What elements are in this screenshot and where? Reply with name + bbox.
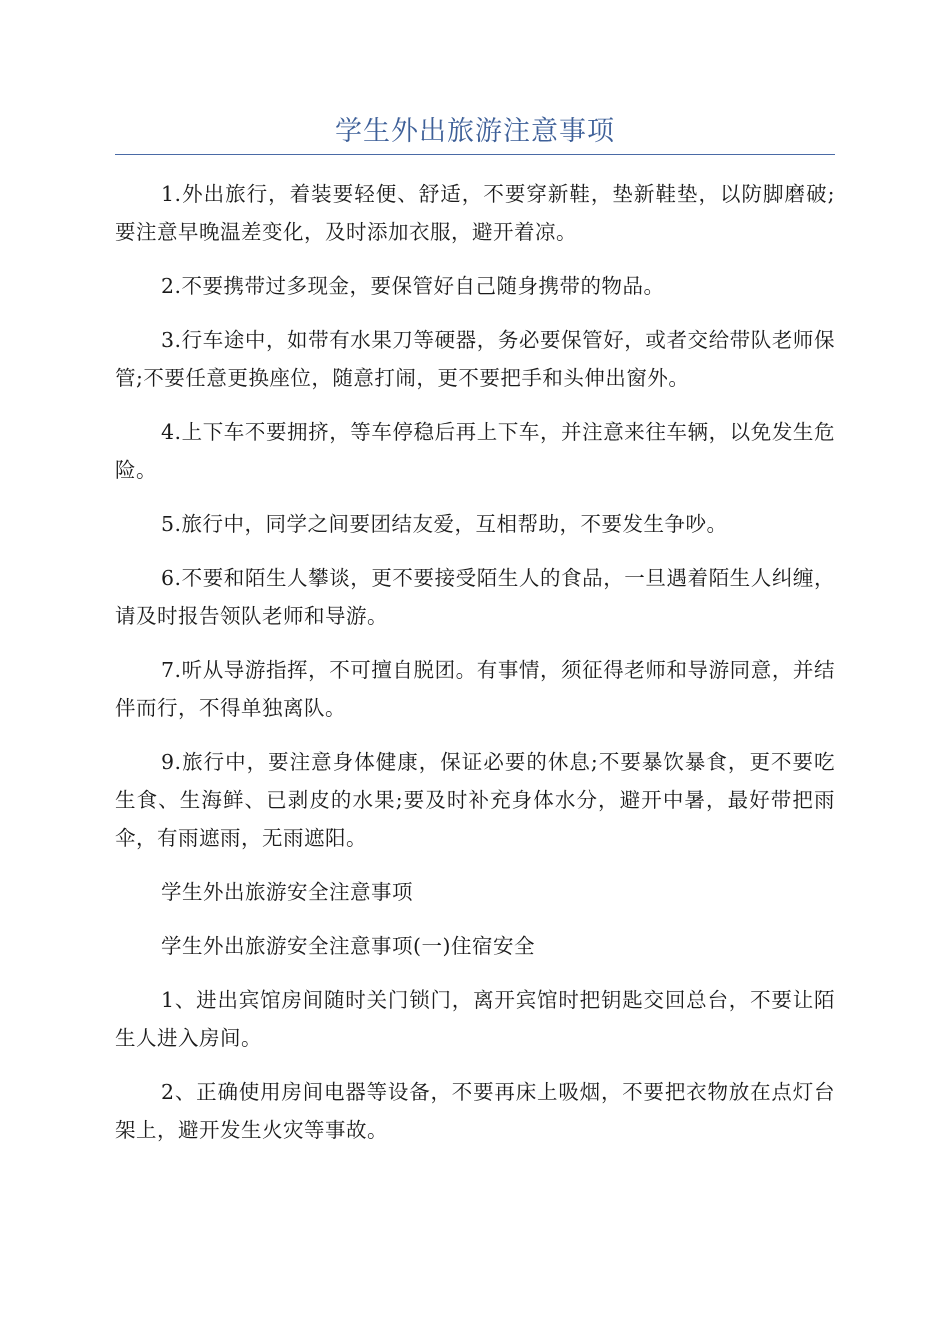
paragraph-4: 4.上下车不要拥挤，等车停稳后再上下车，并注意来往车辆，以免发生危险。 xyxy=(115,420,835,482)
paragraph-5: 5.旅行中，同学之间要团结友爱，互相帮助，不要发生争吵。 xyxy=(161,512,728,536)
document-body xyxy=(115,175,835,1165)
document-title: 学生外出旅游注意事项 xyxy=(335,116,615,147)
paragraph-1: 1.外出旅行，着装要轻便、舒适，不要穿新鞋，垫新鞋垫，以防脚磨破;要注意早晚温差变化，及时添加衣服，避开着凉。 xyxy=(115,182,835,244)
paragraph-9: 9.旅行中，要注意身体健康，保证必要的休息;不要暴饮暴食，更不要吃生食、生海鲜、已剥皮的水果;要及时补充身体水分，避开中暑，最好带把雨伞，有雨遮雨，无雨遮阳。 xyxy=(115,750,835,850)
paragraph-2: 2.不要携带过多现金，要保管好自己随身携带的物品。 xyxy=(161,274,665,298)
paragraph-6: 6.不要和陌生人攀谈，更不要接受陌生人的食品，一旦遇着陌生人纠缠，请及时报告领队老师和导游。 xyxy=(115,566,835,628)
lodging-item-1: 1、进出宾馆房间随时关门锁门，离开宾馆时把钥匙交回总台，不要让陌生人进入房间。 xyxy=(115,988,835,1050)
subsection-heading-lodging: 学生外出旅游安全注意事项(一)住宿安全 xyxy=(161,934,535,958)
paragraph-3: 3.行车途中，如带有水果刀等硬器，务必要保管好，或者交给带队老师保管;不要任意更换座位，随意打闹，更不要把手和头伸出窗外。 xyxy=(115,328,835,390)
lodging-item-2: 2、正确使用房间电器等设备，不要再床上吸烟，不要把衣物放在点灯台架上，避开发生火灾等事故。 xyxy=(115,1080,835,1142)
paragraph-7: 7.听从导游指挥，不可擅自脱团。有事情，须征得老师和导游同意，并结伴而行，不得单独离队。 xyxy=(115,658,835,720)
section-heading-safety: 学生外出旅游安全注意事项 xyxy=(161,880,413,904)
title-underline xyxy=(115,154,835,155)
